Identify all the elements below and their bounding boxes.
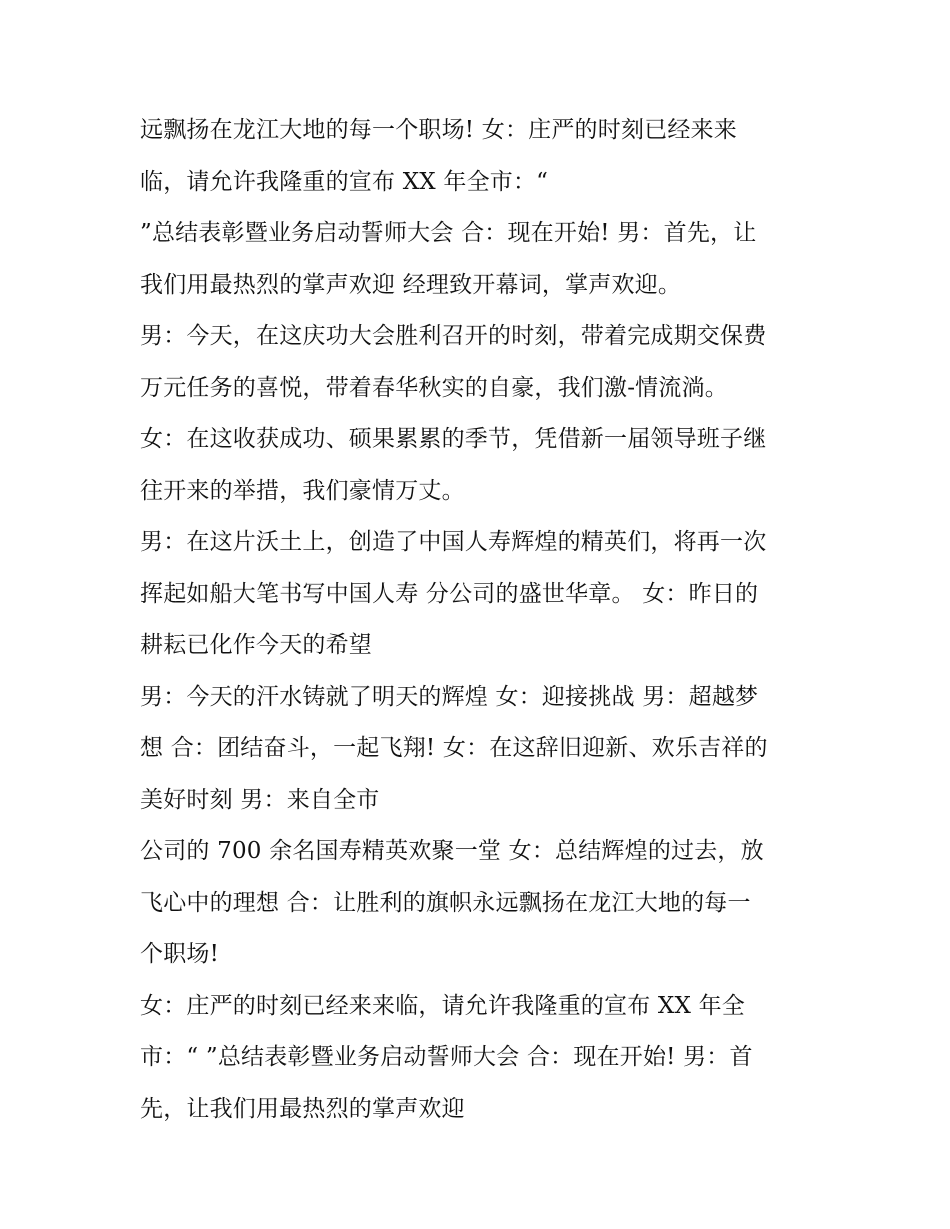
text-line: 男：在这片沃土上，创造了中国人寿辉煌的精英们，将再一次 xyxy=(140,529,767,555)
text-line: 美好时刻 男：来自全市 xyxy=(140,786,380,813)
text-line: 想 合：团结奋斗，一起飞翔! 女：在这辞旧迎新、欢乐吉祥的 xyxy=(140,735,768,761)
text-line: 远飘扬在龙江大地的每一个职场! 女：庄严的时刻已经来来 xyxy=(140,117,737,143)
text-line: ”总结表彰暨业务启动誓师大会 合：现在开始! 男：首先，让 xyxy=(140,220,757,246)
text-line: 我们用最热烈的掌声欢迎 经理致开幕词，掌声欢迎。 xyxy=(140,271,682,298)
text-line: 男：今天，在这庆功大会胜利召开的时刻，带着完成期交保费 xyxy=(140,323,767,349)
text-line: 耕耘已化作今天的希望 xyxy=(140,632,372,658)
text-line: 男：今天的汗水铸就了明天的辉煌 女：迎接挑战 男：超越梦 xyxy=(140,683,759,710)
document-body xyxy=(140,110,840,1140)
text-line: 万元任务的喜悦，带着春华秋实的自豪，我们激-情流淌。 xyxy=(140,374,728,401)
text-line: 市：“ ”总结表彰暨业务启动誓师大会 合：现在开始! 男：首 xyxy=(140,1044,753,1070)
text-line: 挥起如船大笔书写中国人寿 分公司的盛世华章。 女：昨日的 xyxy=(140,580,759,607)
text-line: 往开来的举措，我们豪情万丈。 xyxy=(140,477,465,504)
text-line: 临，请允许我隆重的宣布 XX 年全市：“ xyxy=(140,168,549,195)
text-line: 女：庄严的时刻已经来来临，请允许我隆重的宣布 XX 年全 xyxy=(140,992,745,1019)
text-line: 个职场! xyxy=(140,941,220,967)
text-line: 女：在这收获成功、硕果累累的季节，凭借新一届领导班子继 xyxy=(140,426,767,452)
text-line: 飞心中的理想 合：让胜利的旗帜永远飘扬在龙江大地的每一 xyxy=(140,889,751,916)
text-line: 先，让我们用最热烈的掌声欢迎 xyxy=(140,1095,465,1122)
text-line: 公司的 700 余名国寿精英欢聚一堂 女：总结辉煌的过去，放 xyxy=(140,838,764,864)
